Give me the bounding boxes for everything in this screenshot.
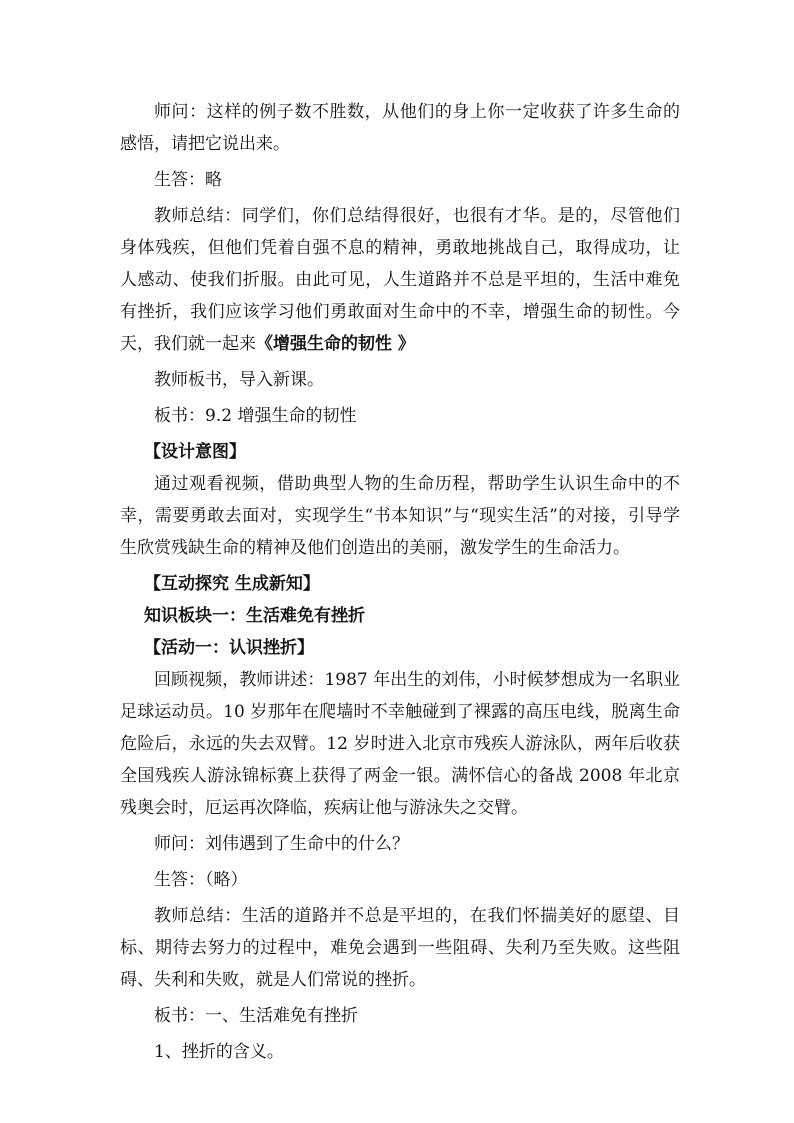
knowledge-module-heading: 知识板块一：生活难免有挫折 — [144, 606, 365, 626]
student-answer-2: 生答：（略） — [154, 870, 248, 890]
lesson-title-inline: 《增强生命的韧性 》 — [256, 334, 415, 354]
board-writing-2: 板书：一、生活难免有挫折 — [154, 1006, 358, 1026]
document-page — [120, 96, 680, 1068]
teacher-question-1: 师问：这样的例子数不胜数，从他们的身上你一定收获了许多生命的感悟，请把它说出来。 — [120, 102, 680, 154]
board-writing-1: 板书：9.2 增强生命的韧性 — [154, 406, 357, 426]
activity-one-heading: 【活动一：认识挫折】 — [144, 638, 314, 658]
teacher-question-2: 师问：刘伟遇到了生命中的什么？ — [154, 834, 409, 854]
video-review-text: 回顾视频，教师讲述：1987 年出生的刘伟，小时候梦想成为一名职业足球运动员。10 岁那年在爬墙时不幸触碰到了裸露的高压电线，脱离生命危险后，永远的失去双臂。12 岁时进入北京市残疾人游泳队，两年后收获全国残疾人游泳锦标赛上获得了两金一银。满怀信心的备战 2008 年北京残奥会时，厄运再次降临，疾病让他与游泳失之交臂。 — [120, 670, 680, 818]
interactive-section-heading: 【互动探究 生成新知】 — [144, 574, 320, 594]
teacher-summary-2: 教师总结：生活的道路并不总是平坦的，在我们怀揣美好的愿望、目标、期待去努力的过程中，难免会遇到一些阻碍、失利乃至失败。这些阻碍、失利和失败，就是人们常说的挫折。 — [120, 906, 680, 990]
student-answer-1: 生答：略 — [154, 170, 222, 190]
design-intent-text: 通过观看视频，借助典型人物的生命历程，帮助学生认识生命中的不幸，需要勇敢去面对，实现学生“书本知识”与“现实生活”的对接，引导学生欣赏残缺生命的精神及他们创造出的美丽，激发学生的生命活力。 — [120, 474, 680, 558]
teacher-summary-1-text: 教师总结：同学们，你们总结得很好，也很有才华。是的，尽管他们身体残疾，但他们凭着自强不息的精神，勇敢地挑战自己，取得成功，让人感动、使我们折服。由此可见，人生道路并不总是平坦的，生活中难免有挫折，我们应该学习他们勇敢面对生命中的不幸，增强生命的韧性。今天，我们就一起来 — [120, 206, 680, 354]
teacher-board-note: 教师板书，导入新课。 — [154, 370, 324, 390]
design-intent-heading: 【设计意图】 — [144, 442, 246, 462]
teacher-summary-1 — [120, 200, 680, 360]
frustration-definition-item: 1、挫折的含义。 — [154, 1042, 284, 1062]
